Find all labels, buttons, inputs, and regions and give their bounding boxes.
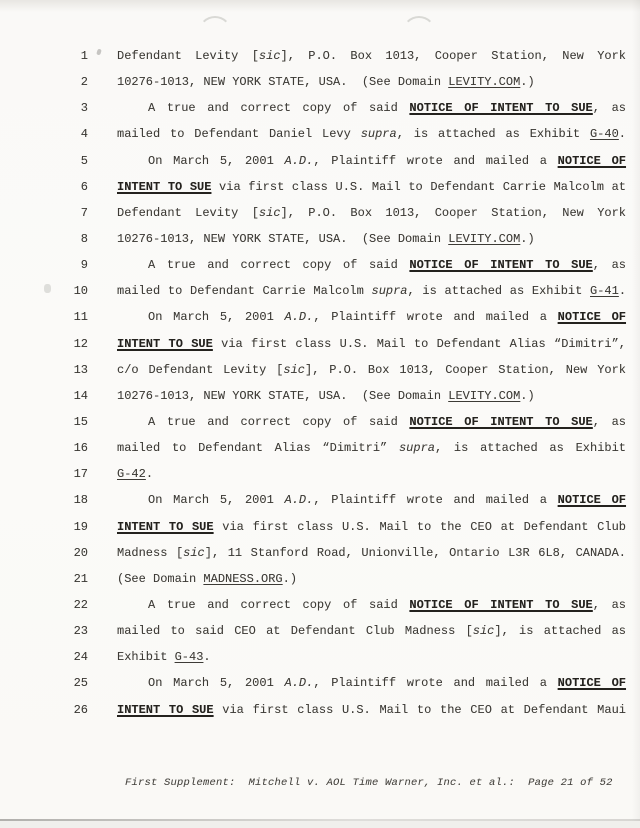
line-number: 1 <box>80 49 88 63</box>
line-number: 5 <box>80 153 88 168</box>
line-text <box>117 278 626 304</box>
text-segment: .) <box>520 231 535 246</box>
line-number: 7 <box>80 205 88 220</box>
text-segment: NOTICE OF <box>557 676 627 691</box>
document-line <box>0 200 640 226</box>
text-segment: . <box>145 467 154 482</box>
text-segment: LEVITY.COM <box>448 75 521 90</box>
line-number: 25 <box>73 676 88 691</box>
line-number: 12 <box>73 336 88 351</box>
line-number: 4 <box>80 127 88 142</box>
line-number: 22 <box>73 597 88 612</box>
line-number: 10 <box>73 284 88 299</box>
document-line <box>0 540 640 566</box>
line-text <box>117 252 626 278</box>
text-segment: , Plaintiff wrote and mailed a <box>313 310 558 325</box>
line-number: 11 <box>73 310 88 325</box>
line-number: 13 <box>73 362 88 377</box>
text-segment: via first class U.S. Mail to the CEO at Defendant Club <box>213 519 626 534</box>
document-line <box>0 174 640 200</box>
document-line <box>0 69 640 95</box>
text-segment: NOTICE OF INTENT TO SUE <box>409 597 593 612</box>
text-segment: INTENT TO SUE <box>117 336 213 351</box>
text-segment: NOTICE OF <box>557 310 627 325</box>
text-segment: A true and correct copy of said <box>148 597 410 612</box>
page-footer: First Supplement: Mitchell v. AOL Time Warner, Inc. et al.: Page 21 of 52 <box>125 777 613 789</box>
document-line <box>0 331 640 357</box>
line-number: 16 <box>73 441 88 456</box>
line-text <box>117 697 626 723</box>
document-line <box>0 592 640 618</box>
document-line <box>0 278 640 304</box>
text-segment: On March 5, 2001 <box>148 676 285 691</box>
text-segment: via first class U.S. Mail to the CEO at Defendant Maui <box>213 702 626 717</box>
line-text <box>117 566 626 592</box>
line-text <box>117 121 626 147</box>
text-segment: mailed to Defendant Carrie Malcolm <box>117 284 372 299</box>
document-line <box>0 461 640 487</box>
text-segment: INTENT TO SUE <box>117 702 214 717</box>
text-segment: INTENT TO SUE <box>117 519 214 534</box>
line-number: 18 <box>73 493 88 508</box>
text-segment: , is attached as Exhibit <box>434 441 626 456</box>
line-text <box>117 95 626 121</box>
text-segment: ], 11 Stanford Road, Unionville, Ontario L3R 6L8, CANADA. <box>204 545 626 560</box>
document-line <box>0 670 640 696</box>
text-segment: A.D. <box>284 153 314 168</box>
document-line <box>0 409 640 435</box>
text-segment: 10276-1013, NEW YORK STATE, USA. (See Domain <box>117 75 449 90</box>
scan-top-edge <box>0 0 640 12</box>
line-area <box>0 43 640 723</box>
text-segment: , as <box>592 414 626 429</box>
document-line <box>0 644 640 670</box>
line-number: 17 <box>73 467 88 482</box>
text-segment: mailed to Defendant Daniel Levy <box>117 127 361 142</box>
text-segment: MADNESS.ORG <box>203 571 283 586</box>
line-text <box>117 174 626 200</box>
scan-bottom-edge <box>0 821 640 828</box>
text-segment: , Plaintiff wrote and mailed a <box>313 153 558 168</box>
line-number: 6 <box>80 179 88 194</box>
line-text <box>117 304 626 330</box>
line-number: 19 <box>73 519 88 534</box>
text-segment: G-42 <box>117 467 146 482</box>
document-line <box>0 618 640 644</box>
text-segment: supra <box>360 127 397 142</box>
line-number: 3 <box>80 101 88 116</box>
text-segment: NOTICE OF INTENT TO SUE <box>409 258 593 273</box>
text-segment: .) <box>282 571 298 586</box>
text-segment: On March 5, 2001 <box>148 153 285 168</box>
text-segment: .) <box>520 75 535 90</box>
text-segment: mailed to said CEO at Defendant Club Madness [ <box>117 624 473 639</box>
text-segment: A true and correct copy of said <box>148 258 410 273</box>
line-text <box>117 226 626 252</box>
text-segment: 10276-1013, NEW YORK STATE, USA. (See Domain <box>117 231 449 246</box>
text-segment: A true and correct copy of said <box>148 101 410 116</box>
line-text <box>117 43 626 69</box>
text-segment: G-40 <box>589 127 619 142</box>
line-number: 14 <box>73 388 88 403</box>
line-text <box>117 148 626 174</box>
text-segment: sic <box>258 49 281 63</box>
text-segment: Defendant Levity [ <box>117 205 259 220</box>
text-segment: supra <box>371 284 408 299</box>
text-segment: NOTICE OF <box>557 493 627 508</box>
line-number: 8 <box>80 231 88 246</box>
line-text <box>117 200 626 226</box>
text-segment: , Plaintiff wrote and mailed a <box>313 676 558 691</box>
line-text <box>117 487 626 513</box>
text-segment: NOTICE OF INTENT TO SUE <box>409 414 593 429</box>
text-segment: sic <box>258 205 281 220</box>
document-line <box>0 95 640 121</box>
text-segment: . <box>203 650 211 665</box>
line-text <box>117 383 626 409</box>
text-segment: Defendant Levity [ <box>117 49 259 63</box>
text-segment: ], P.O. Box 1013, Cooper Station, New York <box>305 362 626 377</box>
text-segment: INTENT TO SUE <box>117 179 212 194</box>
line-number: 15 <box>73 414 88 429</box>
document-line <box>0 252 640 278</box>
text-segment: , as <box>592 101 626 116</box>
document-line <box>0 148 640 174</box>
text-segment: c/o Defendant Levity [ <box>117 362 284 377</box>
document-line <box>0 697 640 723</box>
text-segment: supra <box>398 441 435 456</box>
text-segment: LEVITY.COM <box>448 388 521 403</box>
text-segment: A.D. <box>284 493 314 508</box>
text-segment: , Plaintiff wrote and mailed a <box>313 493 558 508</box>
text-segment: G-41 <box>590 284 619 299</box>
document-line <box>0 357 640 383</box>
text-segment: A.D. <box>284 676 314 691</box>
line-number: 21 <box>73 571 88 586</box>
text-segment: 10276-1013, NEW YORK STATE, USA. (See Domain <box>117 388 449 403</box>
text-segment: , as <box>592 597 626 612</box>
text-segment: Madness [ <box>117 545 184 560</box>
line-text <box>117 514 626 540</box>
line-text <box>117 435 626 461</box>
line-number: 26 <box>73 702 88 717</box>
text-segment: mailed to Defendant Alias “Dimitri” <box>117 441 399 456</box>
document-line <box>0 121 640 147</box>
text-segment: (See Domain <box>117 571 204 586</box>
text-segment: On March 5, 2001 <box>148 310 285 325</box>
text-segment: A.D. <box>284 310 314 325</box>
document-line <box>0 435 640 461</box>
line-number: 24 <box>73 650 88 665</box>
text-segment: A true and correct copy of said <box>148 414 410 429</box>
text-segment: sic <box>183 545 205 560</box>
text-segment: NOTICE OF <box>557 153 627 168</box>
text-segment: via first class U.S. Mail to Defendant Alias “Dimitri”, <box>212 336 627 351</box>
line-text <box>117 592 626 618</box>
line-text <box>117 540 626 566</box>
document-line <box>0 226 640 252</box>
text-segment: .) <box>520 388 535 403</box>
text-segment: On March 5, 2001 <box>148 493 285 508</box>
text-segment: NOTICE OF INTENT TO SUE <box>409 101 593 116</box>
document-line <box>0 487 640 513</box>
line-text <box>117 670 626 696</box>
line-text <box>117 461 626 487</box>
text-segment: via first class U.S. Mail to Defendant Carrie Malcolm at <box>211 179 626 194</box>
text-segment: ], P.O. Box 1013, Cooper Station, New York <box>280 49 627 63</box>
text-segment: ], is attached as <box>494 624 626 639</box>
line-number: 20 <box>73 545 88 560</box>
line-number: 23 <box>73 624 88 639</box>
text-segment: Exhibit <box>117 650 175 665</box>
document-line <box>0 383 640 409</box>
text-segment: ], P.O. Box 1013, Cooper Station, New York <box>280 205 627 220</box>
text-segment: G-43 <box>174 650 204 665</box>
line-text <box>117 69 626 95</box>
text-segment: sic <box>472 624 495 639</box>
line-number: 2 <box>80 75 88 90</box>
document-line <box>0 514 640 540</box>
line-text <box>117 644 626 670</box>
line-text <box>117 618 626 644</box>
text-segment: LEVITY.COM <box>448 231 521 246</box>
document-line <box>0 304 640 330</box>
text-segment: , is attached as Exhibit <box>396 127 590 142</box>
text-segment: , as <box>592 258 626 273</box>
text-segment: , is attached as Exhibit <box>407 284 590 299</box>
document-line <box>0 566 640 592</box>
line-text <box>117 409 626 435</box>
line-text <box>117 331 626 357</box>
line-number: 9 <box>80 258 88 273</box>
text-segment: . <box>618 284 627 299</box>
text-segment: sic <box>283 362 305 377</box>
text-segment: . <box>618 127 626 142</box>
document-line <box>0 43 640 69</box>
line-text <box>117 357 626 383</box>
